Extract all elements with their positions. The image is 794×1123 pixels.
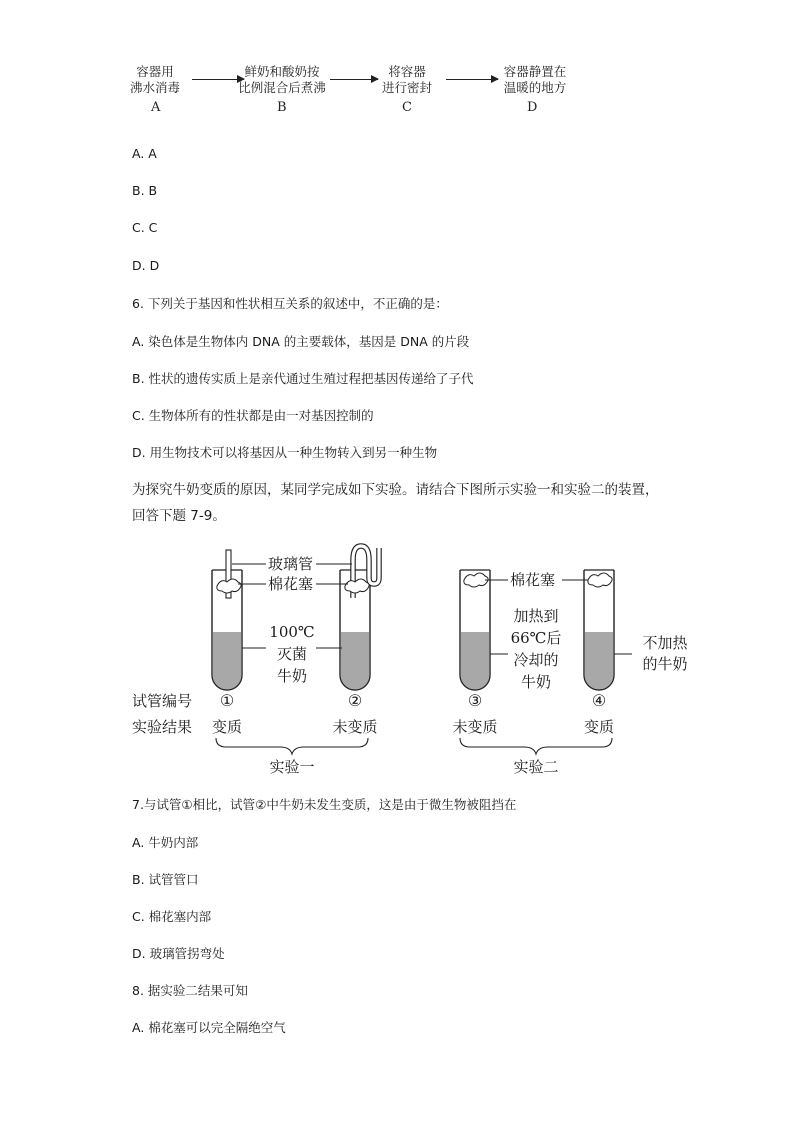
- flow-letter-c: C: [402, 100, 412, 115]
- result-tube-1: 变质: [211, 718, 243, 736]
- test-tube-4: [584, 570, 614, 690]
- label-milk3-line4: 牛奶: [520, 673, 552, 691]
- result-tube-4: 变质: [583, 718, 615, 736]
- flow-node-a: [120, 64, 190, 96]
- q5-option-b: B. B: [132, 183, 158, 198]
- q6-option-b: B. 性状的遗传实质上是亲代通过生殖过程把基因传递给了子代: [132, 371, 474, 386]
- flow-node-c-line2: 进行密封: [381, 80, 432, 95]
- experiment-diagram: [120, 540, 700, 780]
- q8-option-a: A. 棉花塞可以完全隔绝空气: [132, 1020, 286, 1035]
- q6-option-c: C. 生物体所有的性状都是由一对基因控制的: [132, 408, 374, 423]
- label-milk3-line1: 加热到: [513, 607, 559, 625]
- flow-letter-a: A: [151, 100, 161, 115]
- tube-number-4: ④: [591, 691, 607, 710]
- label-milk1-line1: 100℃: [269, 623, 315, 641]
- process-flow-diagram: [120, 58, 600, 128]
- test-tube-1: [212, 550, 242, 690]
- test-tube-2: [340, 546, 379, 690]
- label-milk3-line2: 66℃后: [510, 629, 562, 647]
- label-milk3-line3: 冷却的: [513, 651, 559, 669]
- label-cotton-plug-right: 棉花塞: [510, 571, 556, 589]
- tube-number-1: ①: [219, 691, 235, 710]
- q7-option-d: D. 玻璃管拐弯处: [132, 946, 225, 961]
- flow-node-b-line1: 鲜奶和酸奶按: [244, 64, 320, 79]
- result-tube-2: 未变质: [332, 718, 378, 736]
- milk-fill-4: [585, 632, 614, 689]
- flow-node-c: [375, 64, 439, 96]
- experiment-intro-line2: 回答下题 7-9。: [132, 508, 226, 524]
- label-milk1-line2: 灭菌: [276, 645, 308, 663]
- q6-option-a: A. 染色体是生物体内 DNA 的主要载体，基因是 DNA 的片段: [132, 334, 470, 349]
- label-milk4-line1: 不加热: [642, 634, 688, 652]
- flow-node-d-line1: 容器静置在: [503, 64, 567, 79]
- tube-number-3: ③: [467, 691, 483, 710]
- q7-option-a: A. 牛奶内部: [132, 835, 199, 850]
- flow-letter-d: D: [527, 100, 538, 115]
- cotton-plug-1: [217, 579, 241, 593]
- test-tube-3: [460, 570, 490, 690]
- q8-stem: 8. 据实验二结果可知: [132, 983, 248, 998]
- cotton-plug-4: [588, 573, 612, 587]
- brace-experiment-2: [460, 738, 612, 754]
- flow-node-b: [232, 64, 332, 96]
- flow-arrow-2: [330, 79, 378, 80]
- row-label-result: 实验结果: [132, 718, 193, 736]
- experiment-intro: [132, 477, 672, 529]
- flow-node-b-line2: 比例混合后煮沸: [238, 80, 326, 95]
- q5-option-c: C. C: [132, 220, 158, 235]
- flow-node-d: [495, 64, 575, 96]
- label-cotton-plug-left: 棉花塞: [268, 575, 314, 593]
- experiment-intro-line1: 为探究牛奶变质的原因，某同学完成如下实验。请结合下图所示实验一和实验二的装置，: [132, 482, 659, 498]
- label-milk1-line3: 牛奶: [276, 667, 308, 685]
- flow-node-a-line1: 容器用: [136, 64, 174, 79]
- flow-node-d-line2: 温暖的地方: [503, 80, 567, 95]
- label-glass-tube: 玻璃管: [268, 555, 314, 573]
- q6-stem: 6. 下列关于基因和性状相互关系的叙述中，不正确的是：: [132, 296, 448, 311]
- milk-fill-2: [341, 632, 370, 689]
- milk-fill-3: [461, 632, 490, 689]
- label-milk4-line2: 的牛奶: [642, 655, 688, 673]
- brace-experiment-1: [216, 738, 368, 754]
- q7-option-b: B. 试管管口: [132, 872, 199, 887]
- flow-node-c-line1: 将容器: [388, 64, 426, 79]
- q6-option-d: D. 用生物技术可以将基因从一种生物转入到另一种生物: [132, 445, 438, 460]
- label-experiment-2: 实验二: [513, 758, 559, 776]
- q7-stem: 7.与试管①相比，试管②中牛奶未发生变质，这是由于微生物被阻挡在: [132, 797, 517, 812]
- cotton-plug-3: [464, 573, 488, 587]
- q7-option-c: C. 棉花塞内部: [132, 909, 212, 924]
- tube-number-2: ②: [347, 691, 363, 710]
- label-experiment-1: 实验一: [269, 758, 315, 776]
- flow-letter-b: B: [277, 100, 287, 115]
- q5-option-a: A. A: [132, 146, 157, 161]
- milk-fill-1: [213, 632, 242, 689]
- result-tube-3: 未变质: [452, 718, 498, 736]
- experiment-svg: [120, 540, 700, 780]
- flow-arrow-3: [446, 79, 498, 80]
- row-label-tube-number: 试管编号: [132, 692, 193, 710]
- cotton-plug-2: [345, 579, 369, 593]
- flow-node-a-line2: 沸水消毒: [129, 80, 180, 95]
- q5-option-d: D. D: [132, 258, 160, 273]
